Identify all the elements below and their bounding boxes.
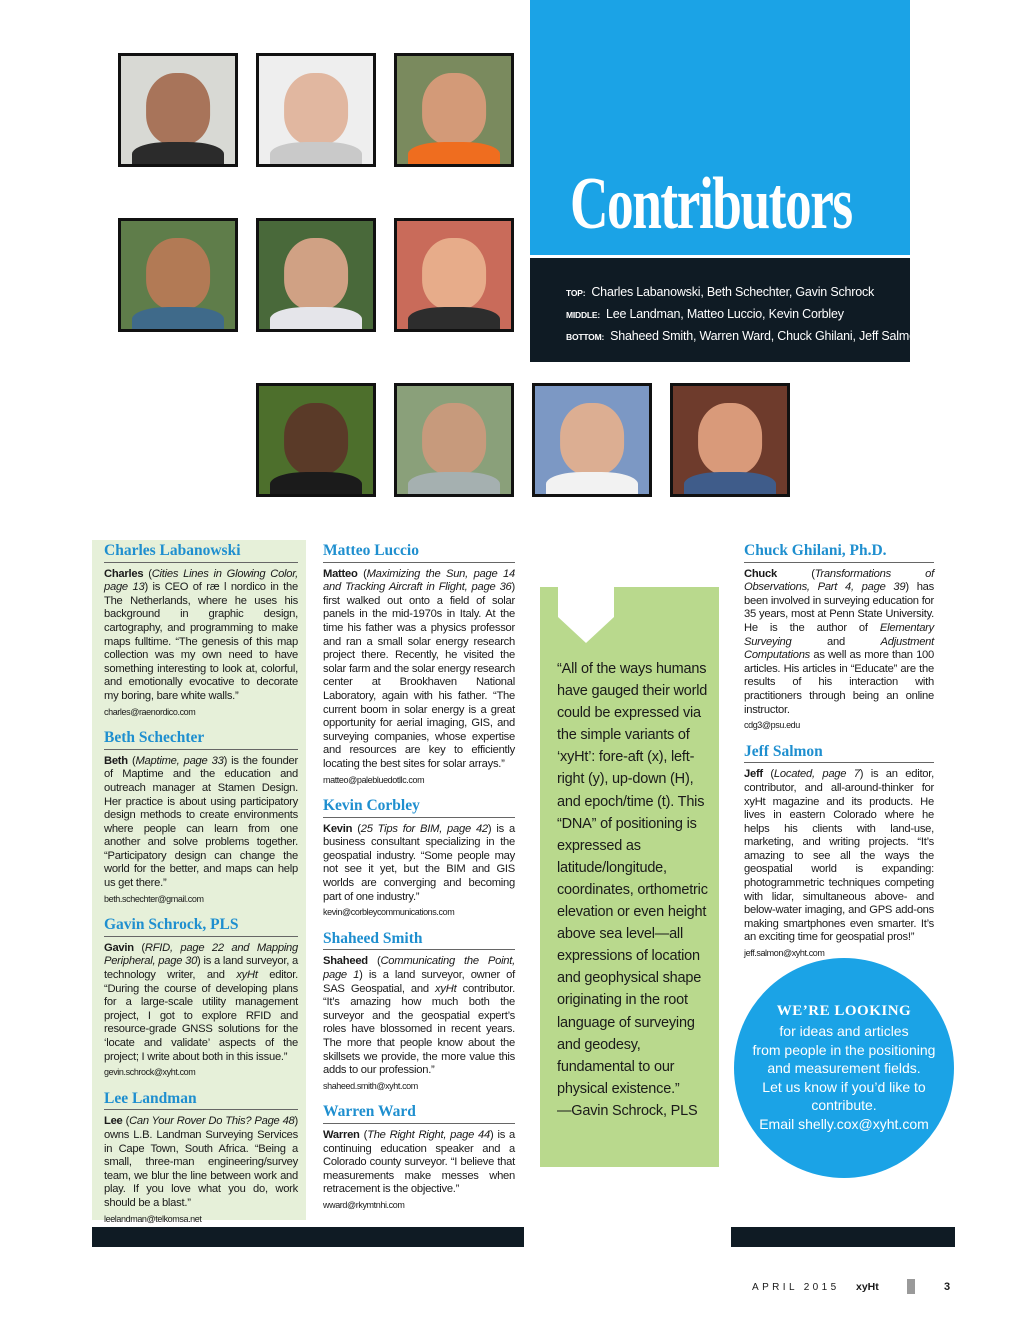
contributor-email: matteo@palebluedotllc.com [323,774,425,785]
issue-date: APRIL 2015 [752,1282,840,1293]
callout-line: from people in the positioning [752,1041,936,1058]
page-footer [752,1281,951,1293]
quote-notch-icon [558,587,614,643]
contributor-email: charles@raenordico.com [104,706,196,717]
contributor-name: Gavin Schrock, PLS [104,914,298,937]
contributor-email: leelandman@telkomsa.net [104,1213,202,1224]
photo-charles-labanowski [118,53,238,167]
contributor-bio: Gavin (RFID, page 22 and Mapping Peripheral, page 30) is a land surveyor, a technology writer, and xyHt editor. “During the course of developing plans for a large-scale utility management project, I got to explore RFID and resource-grade GNSS solutions for the ‘locate and validate’ aspects of the project; I write about both in this issue.” gevin.schrock@xyht.com [104,942,298,1080]
caption-bottom: BOTTOM: Shaheed Smith, Warren Ward, Chuck Ghilani, Jeff Salmon [566,329,923,343]
column-2 [323,540,515,1221]
photo-kevin-corbley [394,218,514,332]
callout-line: contribute. [811,1097,877,1113]
bottom-rule-right [731,1227,955,1247]
contributor-name: Lee Landman [104,1088,298,1111]
callout-heading: WE’RE LOOKING [776,1003,912,1019]
contributor-name: Matteo Luccio [323,540,515,563]
column-1 [92,540,306,1224]
callout-line: Let us know if you’d like to [762,1078,926,1095]
contributor-name: Chuck Ghilani, Ph.D. [744,540,934,563]
magazine-name: xyHt [856,1281,879,1293]
contributor-name: Shaheed Smith [323,928,515,951]
contributor-email: wward@rkymtnhi.com [323,1199,405,1210]
call-for-articles-callout [734,958,954,1178]
page-number: 3 [944,1281,951,1293]
contributor-name: Kevin Corbley [323,795,515,818]
contributor-email: gevin.schrock@xyht.com [104,1067,196,1078]
contributor-email: kevin@corbleycommunications.com [323,907,455,918]
callout-line: and measurement fields. [767,1060,921,1076]
caption-top: TOP: Charles Labanowski, Beth Schechter, Gavin Schrock [566,285,875,299]
contributor-bio: Lee (Can Your Rover Do This? Page 48) owns L.B. Landman Surveying Services in Cape Town, South Africa. “Being a small, three-man engineering/survey team, we blur the line between work and play. If you love what you do, work should be a blast.” leelandman@telkomsa.net [104,1115,298,1226]
contributor-bio: Beth (Maptime, page 33) is the founder of Maptime and the education and outreach manager at Stamen Design. Her practice is about using participatory design methods to create environments where people can learn from one another and solve problems together. “Participatory design can change the world for the better, and maps can help us get there.” beth.schechter@gmail.com [104,755,298,907]
contributor-email: beth.schechter@gmail.com [104,893,204,904]
pull-quote-text: “All of the ways humans have gauged their world could be expressed via the simple variants of ‘xyHt’: fore-aft (x), left-right (y), up-down (H), and epoch/time (t). This “DNA” of positioning is expressed as latitude/longitude, coordinates, orthometric elevation or even height above sea level—all expressions of location and geophysical shape originating in the root language of surveying and geodesy, fundamental to our physical existence.” [557,661,708,1097]
page-title: Contributors [570,163,852,245]
pull-quote [557,658,717,1122]
contributor-name: Jeff Salmon [744,741,934,764]
contributor-email: jeff.salmon@xyht.com [744,948,825,959]
callout-email-link[interactable]: Email shelly.cox@xyht.com [759,1115,929,1132]
callout-line: for ideas and articles [779,1023,909,1039]
photo-warren-ward [394,383,514,497]
pull-quote-attribution: —Gavin Schrock, PLS [557,1102,698,1119]
footer-divider [907,1279,915,1294]
photo-shaheed-smith [256,383,376,497]
contributor-name: Charles Labanowski [104,540,298,563]
photo-chuck-ghilani [532,383,652,497]
photo-lee-landman [118,218,238,332]
contributor-bio: Matteo (Maximizing the Sun, page 14 and Tracking Aircraft in Flight, page 36) first walked out onto a field of solar panels in the mid-1970s in Italy. At the time his father was a physics professor and ran a small solar energy research project there. Recently, he visited the solar farm and the solar energy research center at Brookhaven National Laboratory, again with his father. “The current boom in solar energy is a great opportunity for aerial imaging, GIS, and surveying companies, whose expertise and resources are key to efficiently locating the best sites for solar arrays.” matteo@palebluedotllc.com [323,568,515,788]
photo-gavin-schrock [394,53,514,167]
contributor-bio: Charles (Cities Lines in Glowing Color, page 13) is CEO of ræ l nordico in the The Netherlands, where he uses his background in graphic design, cartography, and programming to make maps fulltime. “The genesis of this map collection was my own need to have something interesting to look at, colorful, and emotionally evocative to decorate my boring, bare white walls.” charles@raenordico.com [104,568,298,720]
photo-beth-schechter [256,53,376,167]
caption-middle: MIDDLE: Lee Landman, Matteo Luccio, Kevin Corbley [566,307,844,321]
photo-jeff-salmon [670,383,790,497]
contributor-bio: Jeff (Located, page 7) is an editor, contributor, and all-around-thinker for xyHt magazine and its products. He lives in eastern Colorado where he helps his clients with land-use, marketing, and writing projects. “It’s amazing to see all the ways the geospatial world is expanding: photogrammetric techniques competing with lidar, simultaneous above- and below-water imaging, and GPS add-ons making smartphones even smarter. It’s an exciting time for geospatial pros!” jeff.salmon@xyht.com [744,768,934,960]
photo-caption-box [530,258,923,362]
contributor-name: Beth Schechter [104,727,298,750]
contributor-bio: Kevin (25 Tips for BIM, page 42) is a business consultant specializing in the geospatial industry. “Some people may not see it yet, but the BIM and GIS worlds are converging and becoming part of one industry.” kevin@corbleycommunications.com [323,823,515,920]
contributor-bio: Warren (The Right Right, page 44) is a continuing education speaker and a Colorado county surveyor. “I believe that measurements make messes when retracement is the objective.” wward@rkymtnhi.com [323,1129,515,1213]
contributor-email: shaheed.smith@xyht.com [323,1080,418,1091]
column-4 [744,540,934,969]
contributor-email: cdg3@psu.edu [744,720,800,731]
bottom-rule-left [92,1227,524,1247]
contributor-name: Warren Ward [323,1101,515,1124]
contributor-bio: Shaheed (Communicating the Point, page 1) is a land surveyor, owner of SAS Geospatial, and xyHt contributor. “It’s amazing how much both the surveyor and the geospatial expert’s roles have blossomed in recent years. The more that people know about the skillsets we provide, the more value this adds to our profession.” shaheed.smith@xyht.com [323,955,515,1093]
contributor-bio: Chuck (Transformations of Observations, Part 4, page 39) has been involved in surveying education for 35 years, most at Penn State University. He is the author of Elementary Surveying and Adjustment Computations as well as more than 100 articles. His articles in “Educate” are the results of his interaction with practitioners through being an online instructor. cdg3@psu.edu [744,568,934,733]
photo-matteo-luccio [256,218,376,332]
